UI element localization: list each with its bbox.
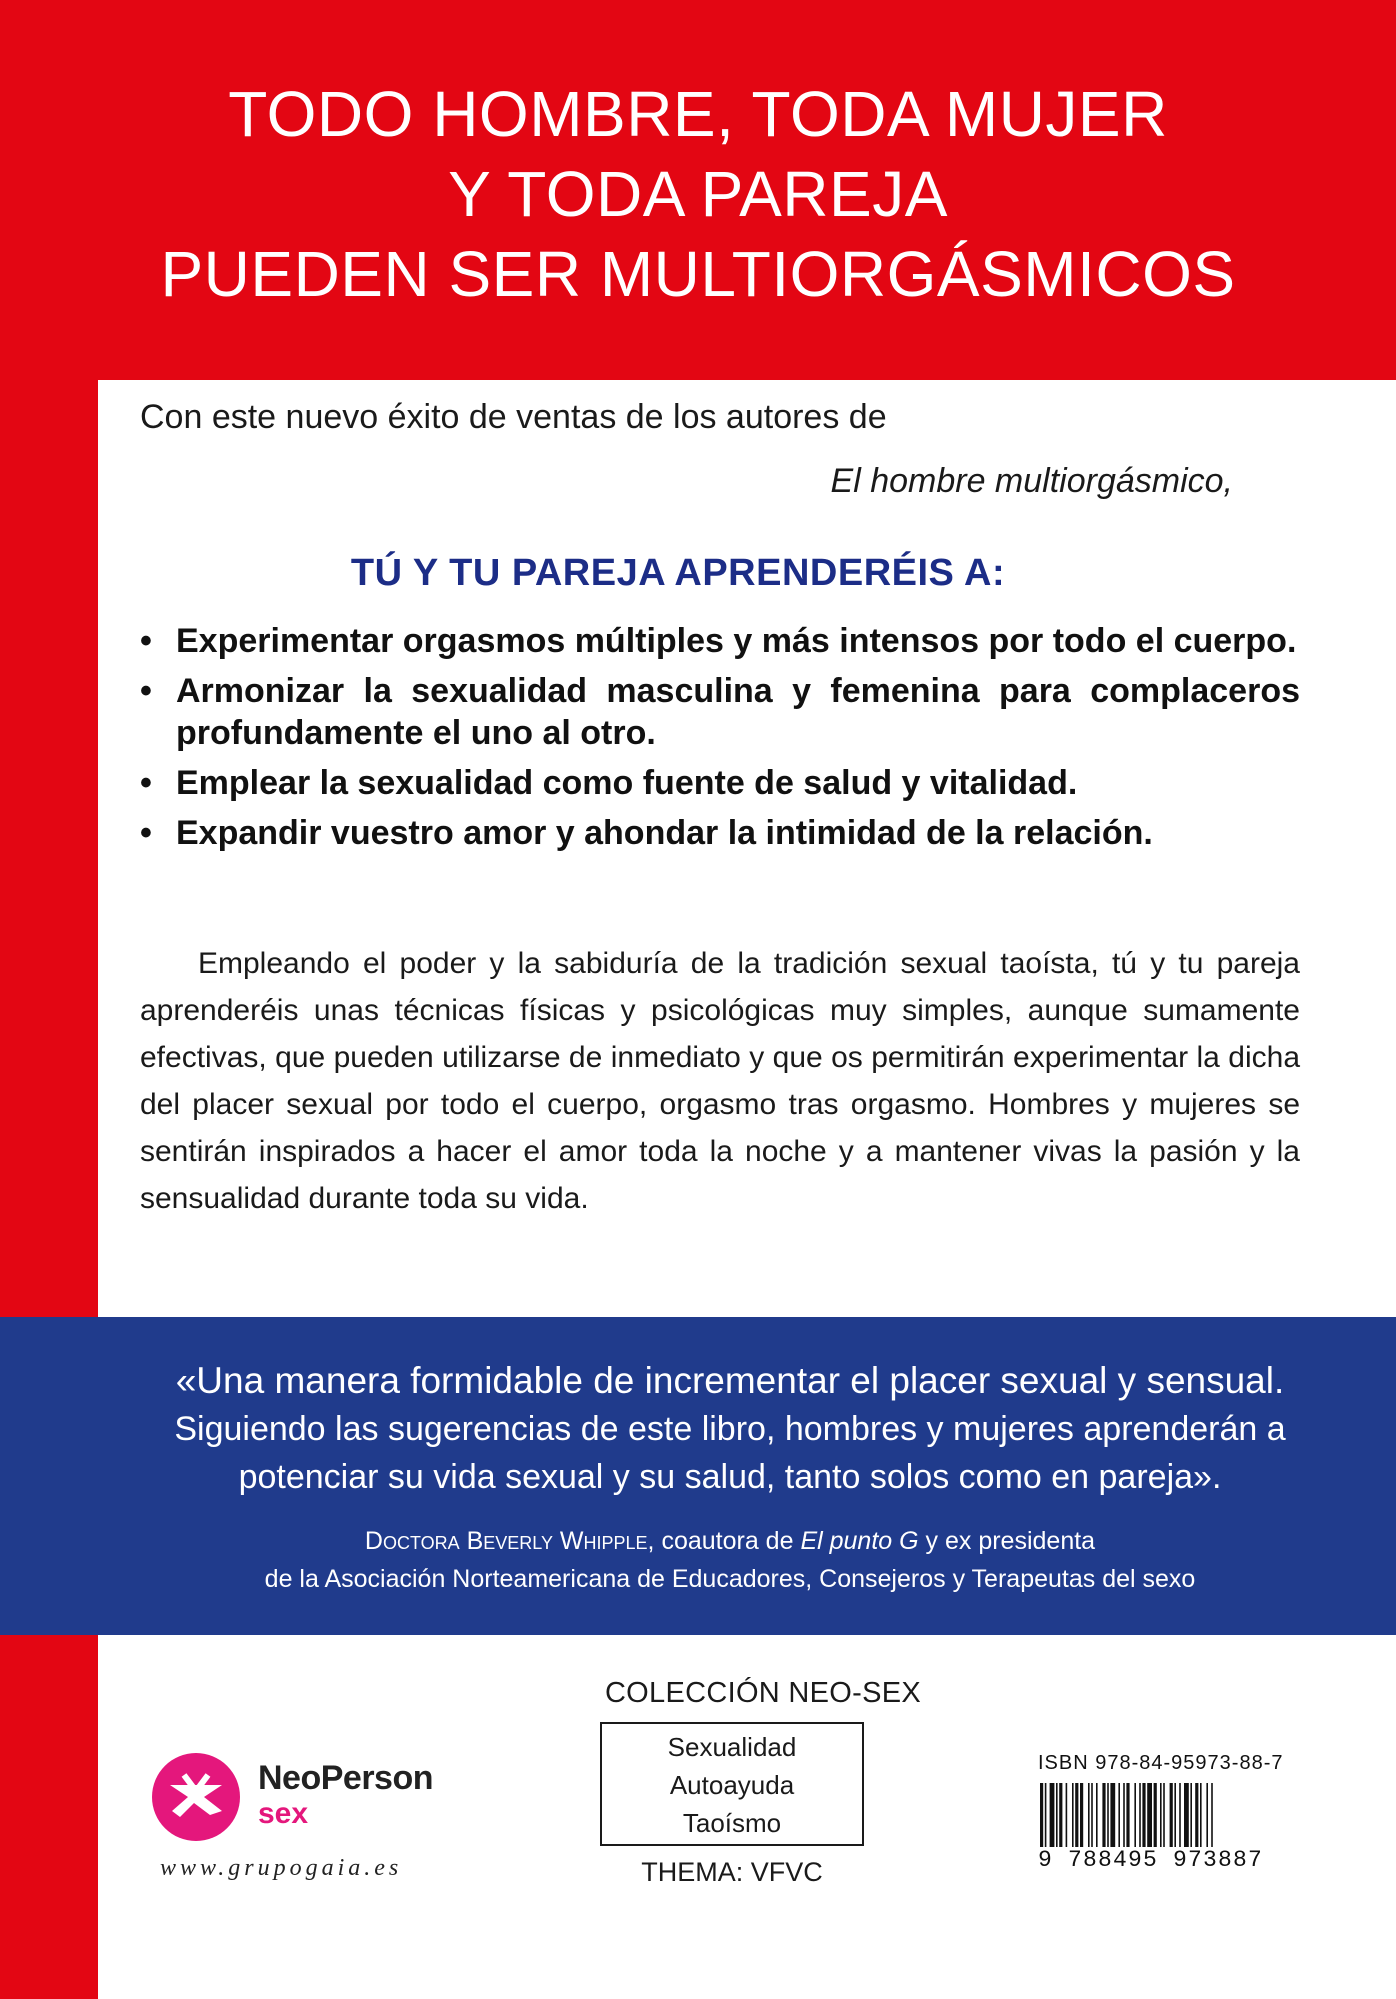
barcode-icon <box>1038 1783 1300 1853</box>
quote-role-post: y ex presidenta <box>918 1527 1096 1555</box>
neoperson-logo-icon <box>150 1751 242 1843</box>
subject-item: Taoísmo <box>682 1808 782 1838</box>
thema-code: THEMA: VFVC <box>641 1857 823 1887</box>
quote-author: Doctora Beverly Whipple <box>364 1527 648 1555</box>
bullet-icon: • <box>140 814 152 852</box>
list-item-text: Armonizar la sexualidad masculina y femenina para complaceros profundamente el uno al otro. <box>176 672 1300 752</box>
quote-role-pre: , coautora de <box>647 1527 801 1555</box>
headline-banner <box>0 0 1396 380</box>
subject-item: Autoayuda <box>669 1770 795 1800</box>
headline-line-1: TODO HOMBRE, TODA MUJER <box>228 78 1168 150</box>
quote-lead: «Una manera formidable de incrementar el placer sexual y sensual. <box>175 1360 1285 1401</box>
subjects-box <box>600 1722 864 1846</box>
body-paragraph: Empleando el poder y la sabiduría de la tradición sexual taoísta, tú y tu pareja aprenderéis unas técnicas físicas y psicológicas muy simples, aunque sumamente efectivas, que pueden utilizarse de inmediato y que os permitirán experimentar la dicha del placer sexual por todo el cuerpo, orgasmo tras orgasmo. Hombres y mujeres se sentirán inspirados a hacer el amor toda la noche y a mantener vivas la pasión y la sensualidad durante toda su vida. <box>140 947 1300 1215</box>
list-item-text: Experimentar orgasmos múltiples y más intensos por todo el cuerpo. <box>176 622 1297 660</box>
learn-heading: TÚ Y TU PAREJA APRENDERÉIS A: <box>350 552 1006 594</box>
quote-rest: Siguiendo las sugerencias de este libro, hombres y mujeres aprenderán a potenciar su vida sexual y su salud, tanto solos como en pareja». <box>174 1410 1286 1496</box>
endorsement-quote <box>100 1357 1360 1501</box>
quote-role-book: El punto G <box>800 1527 919 1555</box>
endorsement-band <box>0 1317 1396 1635</box>
publisher-name: NeoPerson <box>258 1759 433 1797</box>
description-panel <box>98 380 1396 1317</box>
list-item-text: Expandir vuestro amor y ahondar la intimidad de la relación. <box>176 814 1153 852</box>
headline-line-2: Y TODA PAREJA <box>448 158 948 230</box>
collection-title: COLECCIÓN NEO-SEX <box>604 1677 922 1709</box>
quote-attribution <box>100 1522 1360 1598</box>
quote-role-line2: de la Asociación Norteamericana de Educadores, Consejeros y Terapeutas del sexo <box>264 1565 1196 1593</box>
isbn-label: ISBN 978-84-95973-88-7 <box>1038 1752 1284 1774</box>
publisher-sub: sex <box>258 1797 309 1830</box>
bullet-icon: • <box>140 672 152 710</box>
barcode-digits: 9 788495 973887 <box>1038 1847 1267 1873</box>
publisher-website: www.grupogaia.es <box>160 1855 403 1881</box>
imprint-area <box>98 1635 1396 1999</box>
headline-line-3: PUEDEN SER MULTIORGÁSMICOS <box>160 238 1236 310</box>
list-item <box>140 812 1300 854</box>
bullet-icon: • <box>140 622 152 660</box>
list-item <box>140 762 1300 804</box>
benefits-list <box>140 620 1300 862</box>
intro-book-title: El hombre multiorgásmico, <box>830 462 1233 500</box>
subject-item: Sexualidad <box>667 1732 797 1762</box>
bullet-icon: • <box>140 764 152 802</box>
intro-text: Con este nuevo éxito de ventas de los autores de <box>140 398 887 436</box>
list-item <box>140 620 1300 662</box>
list-item-text: Emplear la sexualidad como fuente de salud y vitalidad. <box>176 764 1078 802</box>
list-item <box>140 670 1300 754</box>
